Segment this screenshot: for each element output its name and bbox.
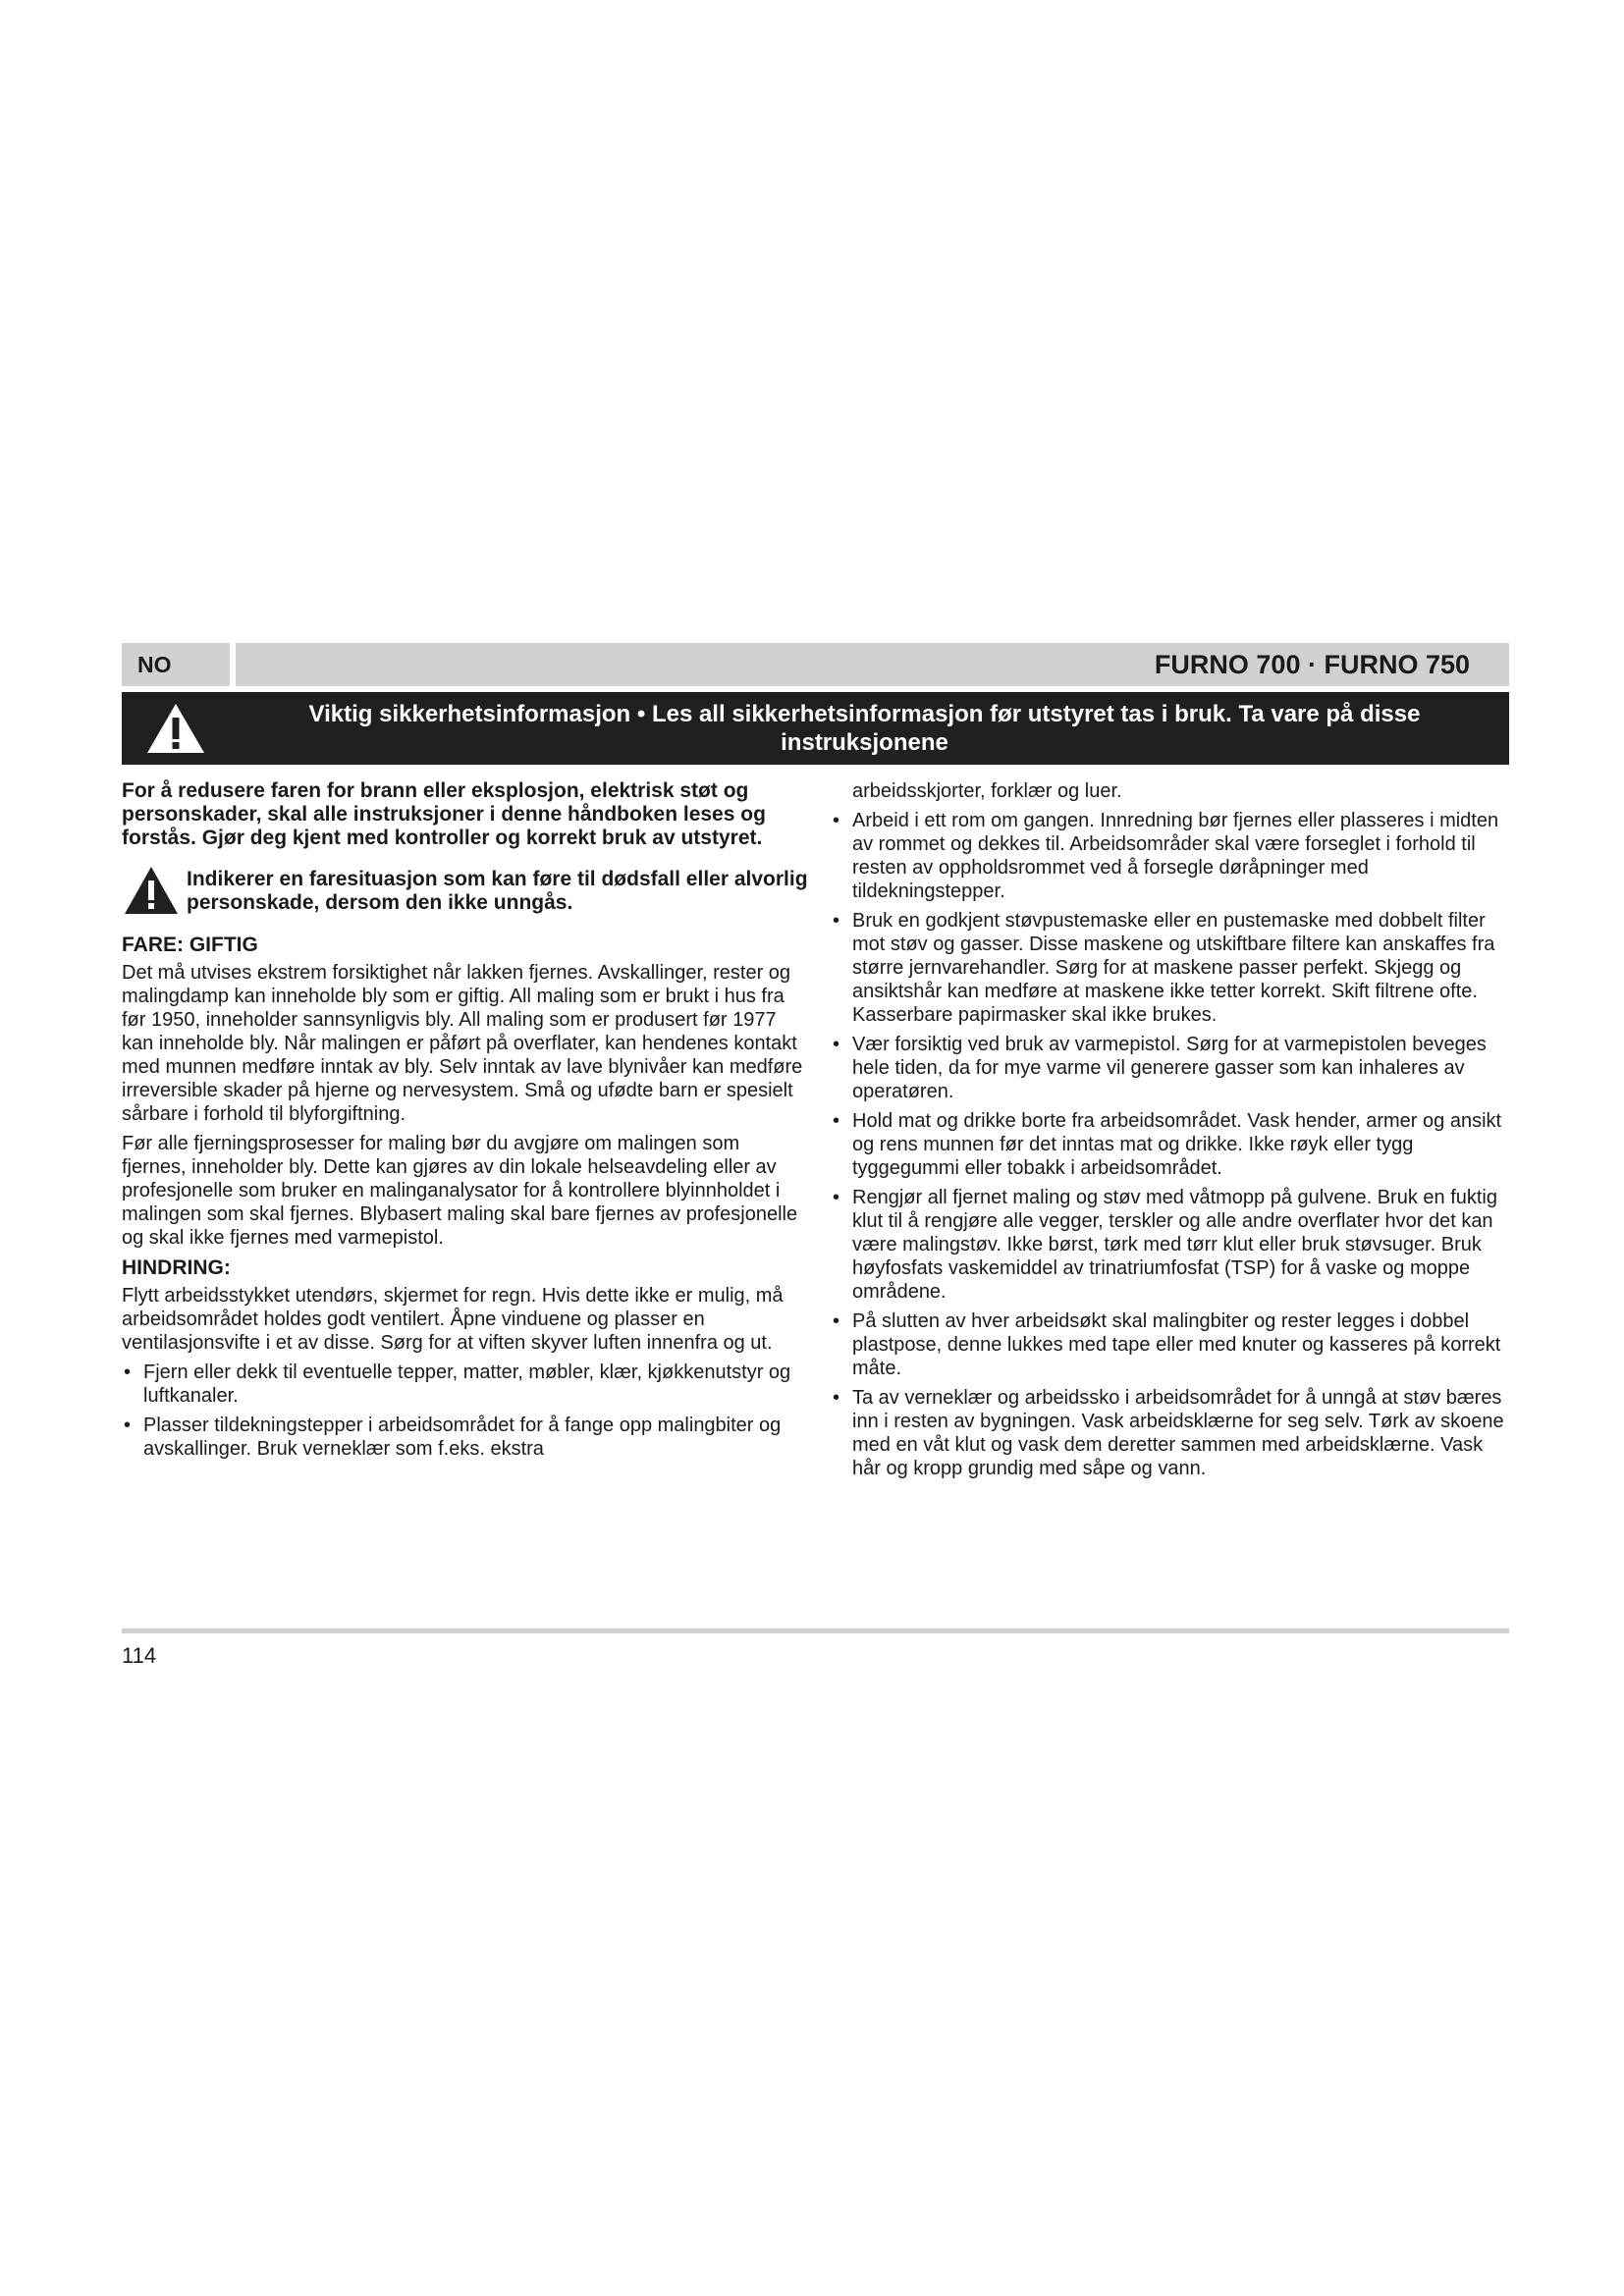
- list-item: • Arbeid i ett rom om gangen. Innredning bør fjernes eller plasseres i midten av rommet og dekkes til. Arbeidsområder skal være forseglet i forhold til resten av oppholdsrommet ved å forsegle døråpninger med tildekningstepper.: [831, 809, 1510, 903]
- right-column: [831, 779, 1510, 1486]
- warning-triangle-icon: [124, 866, 179, 915]
- right-bullet-list: [831, 809, 1510, 1480]
- danger-note: [122, 866, 809, 925]
- left-column: [122, 779, 809, 1467]
- page-number: 114: [122, 1643, 157, 1668]
- fare-heading: FARE: GIFTIG: [122, 934, 258, 956]
- list-item: • Plasser tildekningstepper i arbeidsområdet for å fange opp malingbiter og avskallinger. Bruk verneklær som f.eks. ekstra: [122, 1414, 809, 1461]
- list-item-continuation: arbeidsskjorter, forklær og luer.: [852, 780, 1122, 802]
- safety-warning-banner: [122, 692, 1509, 765]
- list-item: • Hold mat og drikke borte fra arbeidsområdet. Vask hender, armer og ansikt og rens munnen før det inntas mat og drikke. Ikke røyk eller tygg tyggegummi eller tobakk i arbeidsområdet.: [831, 1109, 1510, 1180]
- product-title: FURNO 700 · FURNO 750: [236, 643, 1509, 686]
- fare-paragraph-1: Det må utvises ekstrem forsiktighet når lakken fjernes. Avskallinger, rester og malingdamp kan inneholde bly som er giftig. All maling som er brukt i hus fra før 1950, inneholder sannsynligvis bly. All maling som er produsert før 1977 kan inneholde bly. Når malingen er påført på overflater, kan hendenes kontakt med munnen medføre inntak av bly. Selv inntak av lave blynivåer kan medføre irreversible skader på hjerne og nervesystem. Små og ufødte barn er spesielt sårbare i forhold til blyforgiftning.: [122, 962, 803, 1125]
- intro-paragraph: For å redusere faren for brann eller eksplosjon, elektrisk støt og personskader, skal alle instruksjoner i denne håndboken leses og forstås. Gjør deg kjent med kontroller og korrekt bruk av utstyret.: [122, 779, 766, 849]
- language-code: NO: [122, 643, 230, 686]
- warning-triangle-icon: [145, 702, 206, 755]
- page-header: [122, 643, 1509, 686]
- safety-warning-text: Viktig sikkerhetsinformasjon • Les all sikkerhetsinformasjon før utstyret tas i bruk. Ta vare på disse instruksjonene: [308, 701, 1421, 756]
- footer-divider: [122, 1629, 1509, 1633]
- danger-note-text: Indikerer en faresituasjon som kan føre til dødsfall eller alvorlig personskade, dersom den ikke unngås.: [187, 868, 808, 914]
- hindring-paragraph: Flytt arbeidsstykket utendørs, skjermet for regn. Hvis dette ikke er mulig, må arbeidsområdet holdes godt ventilert. Åpne vinduene og plasser en ventilasjonsvifte i et av disse. Sørg for at viften skyver luften innenfra og ut.: [122, 1285, 784, 1354]
- fare-paragraph-2: Før alle fjerningsprosesser for maling bør du avgjøre om malingen som fjernes, inneholder bly. Dette kan gjøres av din lokale helseavdeling eller av profesjonelle som bruker en malinganalysator for å kontrollere blyinnholdet i malingen som skal fjernes. Blybasert maling skal bare fjernes av profesjonelle og skal ikke fjernes med varmepistol.: [122, 1133, 798, 1249]
- list-item: • Bruk en godkjent støvpustemaske eller en pustemaske med dobbelt filter mot støv og gasser. Disse maskene og utskiftbare filtere kan anskaffes fra større jernvarehandler. Sørg for at maskene passer perfekt. Skjegg og ansiktshår kan medføre at maskene ikke tetter korrekt. Skift filtrene ofte. Kasserbare papirmasker skal ikke brukes.: [831, 909, 1510, 1027]
- list-item: • På slutten av hver arbeidsøkt skal malingbiter og rester legges i dobbel plastpose, denne lukkes med tape eller med knuter og kasseres på korrekt måte.: [831, 1309, 1510, 1380]
- hindring-heading: HINDRING:: [122, 1256, 231, 1279]
- list-item: • Fjern eller dekk til eventuelle tepper, matter, møbler, klær, kjøkkenutstyr og luftkanaler.: [122, 1361, 809, 1408]
- list-item: • Vær forsiktig ved bruk av varmepistol. Sørg for at varmepistolen beveges hele tiden, da for mye varme vil generere gasser som kan inhaleres av operatøren.: [831, 1033, 1510, 1103]
- list-item: • Rengjør all fjernet maling og støv med våtmopp på gulvene. Bruk en fuktig klut til å rengjøre alle vegger, terskler og alle andre overflater hvor det kan være malingstøv. Ikke børst, tørk med tørr klut eller bruk støvsuger. Bruk høyfosfats vaskemiddel av trinatriumfosfat (TSP) for å vaske og moppe områdene.: [831, 1186, 1510, 1304]
- list-item: • Ta av verneklær og arbeidssko i arbeidsområdet for å unngå at støv bæres inn i resten av bygningen. Vask arbeidsklærne for seg selv. Tørk av skoene med en våt klut og vask dem deretter sammen med arbeidsklærne. Vask hår og kropp grundig med såpe og vann.: [831, 1386, 1510, 1480]
- left-bullet-list: [122, 1361, 809, 1461]
